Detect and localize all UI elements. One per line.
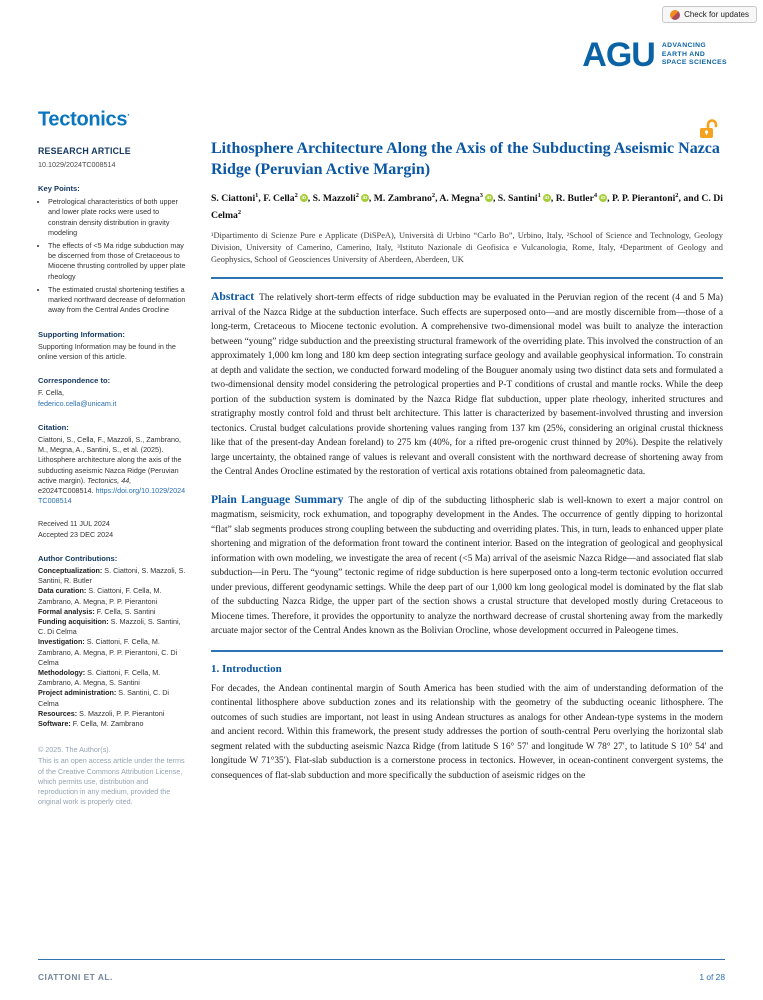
- affiliations: ¹Dipartimento di Scienze Pure e Applicate (DiSPeA), Università di Urbino “Carlo Bo”, Urbino, Italy, ²School of Science and Technology, Geology Division, University of Camerino, Camerino, Italy, ³Istituto Nazionale di Geofisica e Vulcanologia, Rome, Italy, ⁴Department of Geology and Geophysics, School of Geosciences University of Aberdeen, Aberdeen, UK: [211, 231, 723, 265]
- citation-text: [38, 435, 188, 506]
- abstract-section: [211, 290, 723, 480]
- copyright-line: © 2025. The Author(s).: [38, 745, 111, 755]
- article-type-label: RESEARCH ARTICLE: [38, 145, 131, 156]
- correspondence-heading: Correspondence to:: [38, 376, 111, 386]
- citation-heading: Citation:: [38, 422, 69, 432]
- key-point: • The effects of <5 Ma ridge subduction may be discerned from those of Cretaceous to Miocene thrusting controlled by upper plate rheology: [48, 241, 188, 282]
- author: , P. P. Pierantoni$^2$: [607, 192, 679, 205]
- abstract-heading: Abstract: [211, 290, 255, 304]
- contribution-item: Formal analysis: F. Cella, S. Santini: [38, 606, 156, 616]
- supporting-info-text: Supporting Information may be found in the online version of this article.: [38, 341, 176, 361]
- contribution-item: Data curation: S. Ciattoni, F. Cella, M. Zambrano, A. Megna, P. P. Pierantoni: [38, 586, 162, 606]
- plain-language-summary-heading: Plain Language Summary: [211, 492, 344, 506]
- citation-journal-italic: Tectonics, 44,: [87, 475, 132, 485]
- contribution-item: Resources: S. Mazzoli, P. P. Pierantoni: [38, 708, 165, 718]
- contribution-item: Investigation: S. Ciattoni, F. Cella, M. Zambrano, A. Megna, P. P. Pierantoni, C. Di Celma: [38, 637, 178, 667]
- orcid-icon[interactable]: iD: [544, 195, 550, 201]
- citation-body: Ciattoni, S., Cella, F., Mazzoli, S., Zambrano, M., Megna, A., Santini, S., et al. (2025). Lithosphere architecture along the axis of the subducting aseismic Nazca Ridge (Peruvian active margin).: [38, 434, 182, 485]
- accepted-date: Accepted 23 DEC 2024: [38, 529, 114, 539]
- author: , S. Mazzoli$^2$ iD: [307, 192, 368, 205]
- divider: [211, 650, 723, 652]
- orcid-icon[interactable]: iD: [362, 195, 368, 201]
- open-access-lock-icon[interactable]: [697, 118, 721, 145]
- introduction-text: For decades, the Andean continental margin of South America has been studied with the aim of understanding deformation of the continental lithosphere above subduction zones and its relationship with the geometry of the subducting oceanic lithosphere. The outcomes of such studies are important, not least in using Andean structures as analogs for other Andean-type systems in the modern and ancient record. Within this framework, the present study addresses the portion of south-central Peru overlying the horizontal slab segment related with the subducting aseismic Nazca Ridge (from latitude S 16° 57′ and longitude W 78° 27′, to latitude S 10° 54′ and longitude W 71°35′). Flat-slab subduction is a cornerstone process in tectonics. However, in ocean-continent convergent systems, the consequences of flat-slab subduction and more specifically the subduction of aseismic ridges on the: [211, 683, 723, 781]
- footer-page-number: 1 of 28: [699, 972, 725, 982]
- author-list: [211, 189, 723, 223]
- author: , S. Santini$^1$ iD: [492, 192, 550, 205]
- article-main: [211, 138, 723, 783]
- copyright-block: [38, 745, 188, 807]
- footer-running-head: CIATTONI ET AL.: [38, 972, 113, 982]
- author: , and C. Di Celma$^2$: [211, 193, 723, 222]
- footer: [38, 972, 725, 982]
- journal-trademark-dot: ·: [127, 110, 130, 120]
- orcid-icon[interactable]: iD: [600, 195, 606, 201]
- key-point: • The estimated crustal shortening testifies a marked northward decrease of deformation away from the Central Andes Orocline: [48, 285, 188, 316]
- author: , F. Cella$^2$ iD: [258, 192, 307, 205]
- orcid-icon[interactable]: iD: [486, 195, 492, 201]
- journal-wordmark: [38, 104, 188, 131]
- introduction-heading: 1. Introduction: [211, 662, 282, 675]
- check-for-updates-button[interactable]: [662, 6, 757, 23]
- agu-logo-text: AGU: [582, 36, 655, 74]
- key-points-list: [38, 197, 188, 315]
- contribution-item: Project administration: S. Santini, C. Di Celma: [38, 688, 170, 708]
- agu-logo: [582, 38, 727, 72]
- contribution-item: Funding acquisition: S. Mazzoli, S. Santini, C. Di Celma: [38, 616, 181, 637]
- key-point: • Petrological characteristics of both upper and lower plate rocks were used to constrain density distribution in gravity modeling: [48, 197, 188, 238]
- plain-language-summary-section: [211, 493, 723, 639]
- author: S. Ciattoni$^1$: [211, 192, 259, 205]
- article-title: Lithosphere Architecture Along the Axis of the Subducting Aseismic Nazca Ridge (Peruvian Active Margin): [211, 140, 720, 178]
- received-date: Received 11 JUL 2024: [38, 519, 110, 529]
- history-dates: [38, 519, 188, 539]
- contribution-item: Software: F. Cella, M. Zambrano: [38, 719, 144, 728]
- orcid-icon[interactable]: iD: [301, 195, 307, 201]
- crossmark-icon: [670, 10, 680, 20]
- license-text: This is an open access article under the terms of the Creative Commons Attribution License, which permits use, distribution and reproduction in any medium, provided the original work is properly cited.: [38, 756, 185, 807]
- author: , A. Megna$^3$ iD: [435, 192, 492, 205]
- correspondence-email-link[interactable]: federico.cella@unicam.it: [38, 398, 117, 408]
- footer-divider: [38, 959, 725, 961]
- agu-tagline-line3: SPACE SCIENCES: [661, 59, 727, 67]
- abstract-text: The relatively short-term effects of ridge subduction may be evaluated in the Peruvian region of the recent (4 and 5 Ma) arrival of the Nazca Ridge at the subduction interface. Such effects are superposed onto—and are mostly discernible from—those of a long-term, Cretaceous to Miocene tectonic evolution. A comprehensive two-dimensional model was built to analyze the interaction between “young” ridge subduction and the preexisting structural framework of the overriding plate. This involved the construction of an approximately 1,000 km long and 180 km deep section integrating surface geology and available geophysical information. To constrain at depth and validate the section, we conducted forward modeling of the Bouguer anomaly using two distinct data sets and formulated a two-dimensional density model considering the petrological properties and P-T conditions of crustal and mantle rocks. While the deep portion of the subduction system is dominated by the Nazca Ridge flat subduction, upper plate rheology, inherited structures and stratigraphy mostly control fold and thrust belt architecture. This latter is characterized by basement-involved thrusting and inversion tectonics. Crustal budget calculations provide shortening values ranging from 137 km (25%, considering an original crustal thickness like that of the present-day Andean foreland) to 275 km (40%, for a rifted pre-orogenic crust thinned by 20%). Despite the relatively large uncertainty, the obtained range of values is relevant and overall consistent with the northward decrease of shortening away from the Central Andes Orocline estimated by the restoration of vertical axis rotations obtained from paleomagnetic data.: [211, 293, 723, 478]
- contribution-item: Conceptualization: S. Ciattoni, S. Mazzoli, S. Santini, R. Butler: [38, 565, 186, 586]
- supporting-info-heading: Supporting Information:: [38, 329, 125, 339]
- author: , R. Butler$^4$ iD: [550, 192, 606, 205]
- contributions-list: [38, 566, 188, 729]
- contribution-item: Methodology: S. Ciattoni, F. Cella, M. Zambrano, A. Megna, S. Santini: [38, 667, 161, 688]
- divider: [211, 277, 723, 279]
- check-for-updates-label: Check for updates: [684, 10, 749, 19]
- author: , M. Zambrano$^2$: [368, 192, 436, 205]
- agu-tagline-line2: EARTH AND: [661, 50, 706, 58]
- author-contributions-heading: Author Contributions:: [38, 553, 118, 563]
- key-points-heading: Key Points:: [38, 184, 80, 194]
- correspondence-name: F. Cella,: [38, 388, 64, 398]
- citation-tail: e2024TC008514.: [38, 485, 96, 495]
- agu-tagline-line1: ADVANCING: [661, 42, 707, 50]
- plain-language-summary-text: The angle of dip of the subducting lithospheric slab is well-known to exert a major control on magmatism, seismicity, rock exhumation, and topography development in the Andes. The occurrence of gently dipping to horizontal “flat” slab segments produces strong coupling between the subducting and overriding plates. This, in turn, leads to enhanced upper plate shortening and migration of the deformation front toward the continent interior. Based on the integration of geological and geophysical information with own modeling, we investigate the area of recent (<5 Ma) arrival of the aseismic Nazca Ridge—and associated flat slab subduction—in Peru. The “young” tectonic regime of ridge subduction is here superposed onto a long-term tectonic evolution occurred under previous, different geodynamic settings. While the deep part of our 1,000 km long geological model is dominated by the flat slab of the subducting Nazca Ridge, the upper part of the section shows a crustal structure that developed mostly during Cretaceous to Miocene times. Therefore, it provides the opportunity to analyze the northward decrease of crustal shortening away from the markedly arcuate major sector of the Central Andes known as the Bolivian Orocline, whose development occurred in Paleogene times.: [211, 495, 723, 637]
- journal-name: Tectonics: [38, 108, 128, 131]
- article-doi: 10.1029/2024TC008514: [38, 159, 116, 169]
- agu-tagline: [662, 42, 727, 68]
- citation-doi-link[interactable]: https://doi.org/10.1029/2024TC008514: [38, 485, 186, 506]
- sidebar: [38, 104, 188, 807]
